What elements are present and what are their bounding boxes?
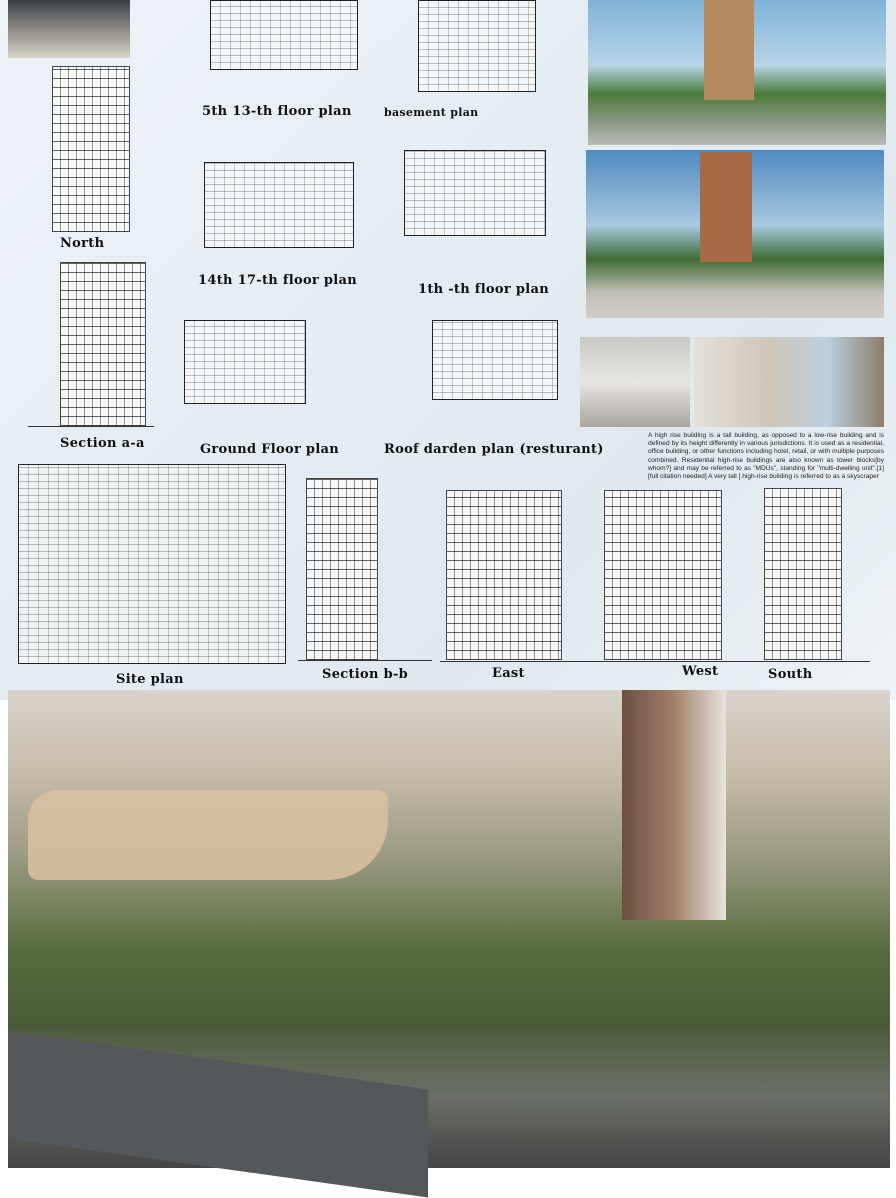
site-plan-drawing bbox=[18, 464, 286, 664]
label-floor-1: 1th -th floor plan bbox=[418, 282, 549, 297]
basement-plan bbox=[418, 0, 536, 92]
east-elevation bbox=[446, 490, 562, 660]
exterior-render-1 bbox=[588, 0, 886, 145]
label-east: East bbox=[492, 666, 525, 681]
section-aa-drawing bbox=[60, 262, 146, 426]
north-elevation bbox=[52, 66, 130, 232]
interior-render-small bbox=[8, 0, 130, 58]
interior-render-2 bbox=[694, 337, 884, 427]
exterior-render-2 bbox=[586, 150, 884, 318]
floor-plan-5-13 bbox=[210, 0, 358, 70]
aerial-render bbox=[8, 690, 890, 1168]
roof-garden-plan bbox=[432, 320, 558, 400]
west-elevation bbox=[604, 490, 722, 660]
label-basement: basement plan bbox=[384, 106, 479, 119]
ground-floor-plan bbox=[184, 320, 306, 404]
floor-plan-14-17 bbox=[204, 162, 354, 248]
label-north: North bbox=[60, 236, 105, 251]
label-floor-14-17: 14th 17-th floor plan bbox=[198, 273, 357, 288]
road bbox=[8, 1030, 428, 1197]
section-bb-drawing bbox=[306, 478, 378, 660]
sand-field bbox=[28, 790, 388, 880]
interior-render-1 bbox=[580, 337, 690, 427]
tower bbox=[622, 690, 726, 920]
south-elevation bbox=[764, 488, 842, 660]
label-roof-garden: Roof darden plan (resturant) bbox=[384, 442, 604, 457]
label-ground-floor: Ground Floor plan bbox=[200, 442, 340, 457]
label-west: West bbox=[682, 664, 719, 679]
label-section-bb: Section b-b bbox=[322, 667, 409, 682]
label-floor-5-13: 5th 13-th floor plan bbox=[202, 104, 352, 119]
label-site-plan: Site plan bbox=[116, 672, 184, 687]
description-text: A high rise building is a tall building, as opposed to a low-rise building and is defined by its height differently in various jurisdictions. It is used as a residential, office building, or other functions including hotel, retail, or with multiple purposes combined. Residential high-rise buildings are also known as tower blocks[by whom?] and may be referred to as "MDUs", standing for "multi-dwelling unit".[1][full citation needed] A very tall [.high-rise building is referred to as a skyscraper bbox=[648, 432, 884, 481]
floor-plan-1 bbox=[404, 150, 546, 236]
label-south: South bbox=[768, 667, 813, 682]
label-section-aa: Section a-a bbox=[60, 436, 145, 451]
